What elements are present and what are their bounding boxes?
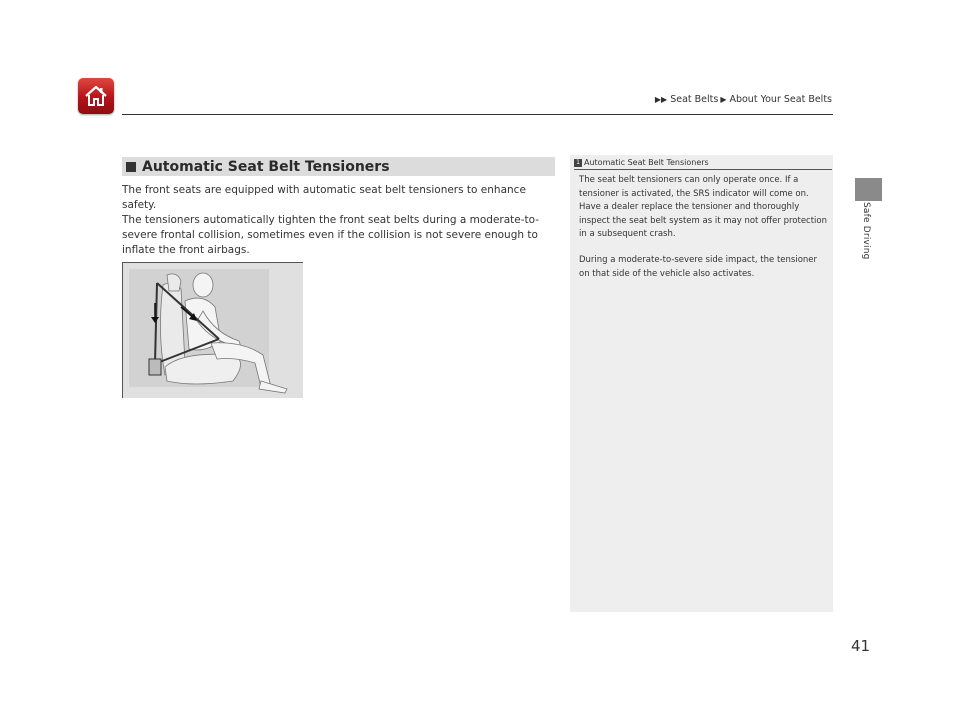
body-paragraph: The front seats are equipped with automatic seat belt tensioners to enhance safety. <box>122 184 526 211</box>
seat-occupant-icon <box>123 263 303 398</box>
section-square-icon <box>126 162 136 172</box>
sidenote-panel <box>570 155 833 612</box>
breadcrumb-item-seat-belts[interactable]: Seat Belts <box>670 94 719 105</box>
page-number: 41 <box>851 637 871 655</box>
chapter-tab-marker <box>855 178 882 201</box>
body-paragraph: The tensioners automatically tighten the front seat belts during a moderate-to-severe frontal collision, sometimes even if the collision is not severe enough to inflate the front airbags. <box>122 214 540 256</box>
breadcrumb-item-about-seat-belts[interactable]: About Your Seat Belts <box>729 94 832 105</box>
sidenote-heading <box>574 158 709 167</box>
sidenote-paragraph: The seat belt tensioners can only operate once. If a tensioner is activated, the SRS indicator will come on. Have a dealer replace the tensioner and thoroughly inspect the seat belt system as it may not offer protection in a subsequent crash. <box>579 175 827 240</box>
section-heading <box>122 157 555 176</box>
sidenote-rule <box>574 169 832 170</box>
sidenote-paragraph: During a moderate-to-severe side impact, the tensioner on that side of the vehicle also activates. <box>579 255 818 279</box>
sidenote-title: Automatic Seat Belt Tensioners <box>584 158 709 167</box>
seat-belt-tensioner-illustration <box>122 262 303 398</box>
home-button[interactable] <box>78 78 114 114</box>
sidenote-marker-icon: 1 <box>574 159 582 167</box>
breadcrumb-arrow-icon: ▶ <box>720 95 727 104</box>
breadcrumb <box>655 94 832 105</box>
section-title: Automatic Seat Belt Tensioners <box>142 158 390 175</box>
chapter-tab-label: Safe Driving <box>861 202 871 260</box>
header-rule <box>122 114 833 115</box>
breadcrumb-arrow-icon: ▶▶ <box>654 95 668 104</box>
home-icon <box>83 84 109 108</box>
